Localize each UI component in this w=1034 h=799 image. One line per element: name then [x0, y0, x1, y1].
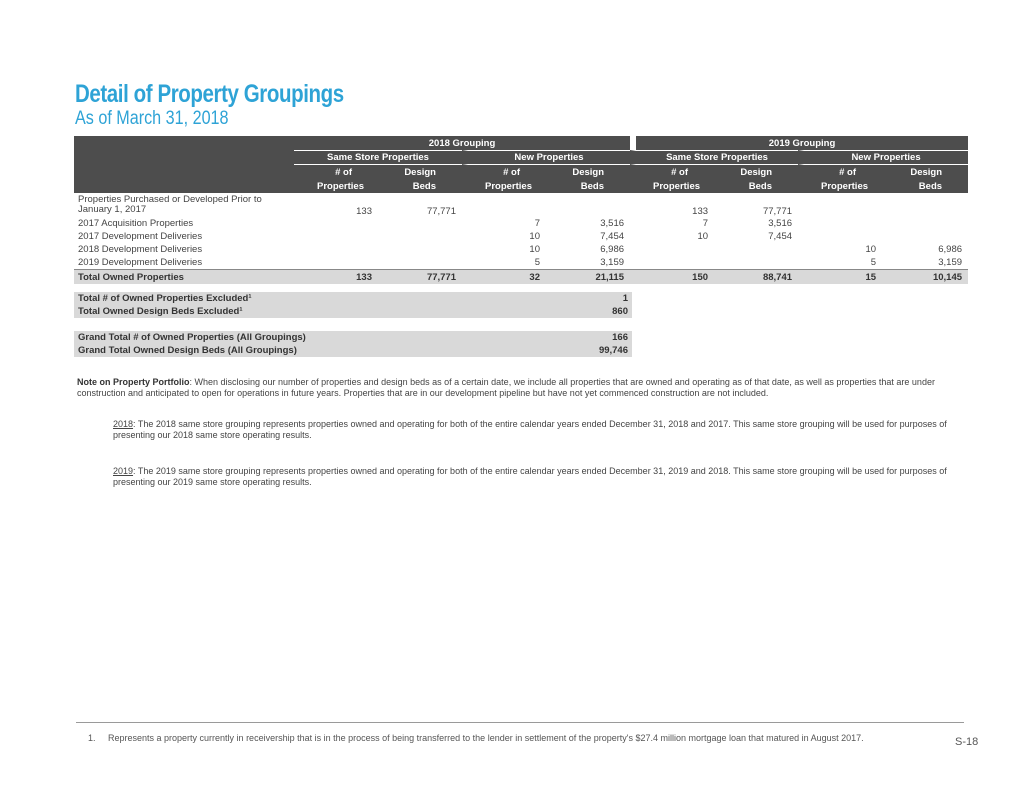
- cell: [714, 256, 798, 269]
- portfolio-note: [77, 377, 967, 398]
- total-cell: 15: [798, 269, 882, 284]
- col-header: Design: [546, 165, 630, 179]
- cell: [378, 230, 462, 243]
- col-header: Design: [882, 165, 968, 179]
- summary-value: 166: [556, 331, 632, 344]
- group-header-row: [74, 136, 968, 150]
- cell: [630, 243, 714, 256]
- cell: [294, 230, 378, 243]
- header-blank-cell: [74, 136, 294, 150]
- cell: 3,516: [600, 218, 625, 229]
- cell: [798, 230, 882, 243]
- row-label: 2018 Development Deliveries: [78, 244, 203, 255]
- total-cell: 77,771: [378, 269, 462, 284]
- subheader-2018-same-store: Same Store Properties: [294, 150, 462, 165]
- col-header: # of: [294, 165, 378, 179]
- cell: [294, 256, 378, 269]
- summary-label: Total # of Owned Properties Excluded¹: [74, 292, 567, 305]
- col-header: # of: [462, 165, 546, 179]
- summary-label: Total Owned Design Beds Excluded¹: [74, 305, 567, 318]
- cell: [378, 256, 462, 269]
- summary-row: [74, 331, 632, 344]
- col-header: Design: [714, 165, 798, 179]
- column-header-row-top: [74, 165, 968, 179]
- table-row: [74, 217, 968, 230]
- row-label: 2017 Development Deliveries: [78, 231, 203, 242]
- paragraph-year: 2019: [113, 466, 134, 476]
- cell: 77,771: [762, 206, 793, 217]
- col-header: Beds: [546, 179, 630, 193]
- cell: [630, 256, 714, 269]
- table-row: [74, 230, 968, 243]
- table-row: [74, 193, 968, 217]
- cell: [882, 193, 968, 217]
- footer-divider: [76, 722, 964, 723]
- paragraph-text: : The 2019 same store grouping represents properties owned and operating for both of the entire calendar years ended December 31, 2019 and 2018. This same store grouping will be used for purposes of presenting our 2019 same store operating results.: [113, 466, 947, 487]
- group-header-2018: 2018 Grouping: [294, 136, 630, 150]
- cell: 6,986: [938, 244, 963, 255]
- row-label: 2017 Acquisition Properties: [78, 218, 194, 229]
- subheader-2018-new: New Properties: [462, 150, 630, 165]
- cell: 7: [702, 218, 709, 229]
- cell: 3,159: [938, 257, 963, 268]
- footnote-number: 1.: [88, 733, 96, 743]
- summary-row: [74, 292, 632, 305]
- total-cell: 150: [630, 269, 714, 284]
- total-cell: 21,115: [546, 269, 630, 284]
- col-header: Properties: [798, 179, 882, 193]
- cell: 10: [529, 244, 540, 255]
- note-text: : When disclosing our number of properties and design beds as of a certain date, we include all properties that are owned and operating as of that date, as well as properties that are under construction and anticipated to open for operations in future years. Properties that are in our development pipeline but have not yet commenced construction are not included.: [77, 377, 935, 398]
- cell: 5: [534, 257, 540, 268]
- cell: 10: [697, 231, 709, 242]
- cell: [798, 193, 882, 217]
- paragraph-text: : The 2018 same store grouping represents properties owned and operating for both of the entire calendar years ended December 31, 2018 and 2017. This same store grouping will be used for purposes of presenting our 2018 same store operating results.: [113, 419, 947, 440]
- subheader-2019-same-store: Same Store Properties: [630, 150, 798, 165]
- cell: [882, 230, 968, 243]
- page-subtitle: As of March 31, 2018: [75, 108, 229, 129]
- group-header-2019: 2019 Grouping: [630, 136, 968, 150]
- summary-value: 99,746: [556, 344, 632, 357]
- cell: [714, 243, 798, 256]
- cell: 10: [529, 231, 540, 242]
- page-number: S-18: [955, 736, 979, 748]
- note-heading: Note on Property Portfolio: [77, 377, 190, 387]
- cell: [882, 217, 968, 230]
- total-cell: 88,741: [714, 269, 798, 284]
- cell: 7,454: [768, 231, 793, 242]
- paragraph-year: 2018: [113, 419, 134, 429]
- cell: [546, 193, 630, 217]
- total-label: Total Owned Properties: [74, 269, 294, 284]
- cell: 133: [356, 206, 372, 217]
- table-row: [74, 256, 968, 269]
- grouping-2019-paragraph: [113, 466, 969, 487]
- cell: [798, 217, 882, 230]
- summary-label: Grand Total Owned Design Beds (All Groupings): [74, 344, 556, 357]
- summary-row: [74, 344, 632, 357]
- cell: 6,986: [600, 244, 625, 255]
- col-header: Properties: [462, 179, 546, 193]
- summary-label: Grand Total # of Owned Properties (All Groupings): [74, 331, 556, 344]
- cell: 133: [692, 206, 709, 217]
- footnote-text: Represents a property currently in receivership that is in the process of being transferred to the lender in settlement of the property's $27.4 million mortgage loan that matured in August 2017.: [108, 733, 864, 743]
- col-header: Beds: [714, 179, 798, 193]
- total-cell: 133: [294, 269, 378, 284]
- col-header: Design: [378, 165, 462, 179]
- col-header: # of: [630, 165, 714, 179]
- cell: [294, 217, 378, 230]
- property-groupings-table: [74, 136, 968, 284]
- cell: 77,771: [426, 206, 456, 217]
- cell: [462, 193, 546, 217]
- col-header: Properties: [630, 179, 714, 193]
- summary-row: [74, 305, 632, 318]
- cell: 7: [534, 218, 540, 229]
- footnote: [88, 733, 864, 743]
- grouping-2018-paragraph: [113, 419, 969, 440]
- col-header: Beds: [378, 179, 462, 193]
- total-row: [74, 269, 968, 284]
- summary-value: 860: [567, 305, 632, 318]
- cell: 5: [870, 257, 877, 268]
- total-cell: 32: [462, 269, 546, 284]
- cell: [378, 243, 462, 256]
- row-label: 2019 Development Deliveries: [78, 257, 203, 268]
- cell: 7,454: [600, 231, 625, 242]
- col-header: Properties: [294, 179, 378, 193]
- col-header: # of: [798, 165, 882, 179]
- total-cell: 10,145: [882, 269, 968, 284]
- col-header: Beds: [882, 179, 968, 193]
- cell: 3,516: [768, 218, 793, 229]
- subheader-2019-new: New Properties: [798, 150, 968, 165]
- grand-total-table: [74, 331, 632, 357]
- page-title: Detail of Property Groupings: [75, 80, 344, 108]
- summary-value: 1: [567, 292, 632, 305]
- cell: 10: [865, 244, 877, 255]
- cell: [294, 243, 378, 256]
- table-row: [74, 243, 968, 256]
- subgroup-header-row: [74, 150, 968, 165]
- cell: [378, 217, 462, 230]
- row-label: Properties Purchased or Developed Prior to January 1, 2017: [78, 194, 262, 215]
- excluded-summary-table: [74, 292, 632, 318]
- cell: 3,159: [600, 257, 625, 268]
- column-header-row-bottom: [74, 179, 968, 193]
